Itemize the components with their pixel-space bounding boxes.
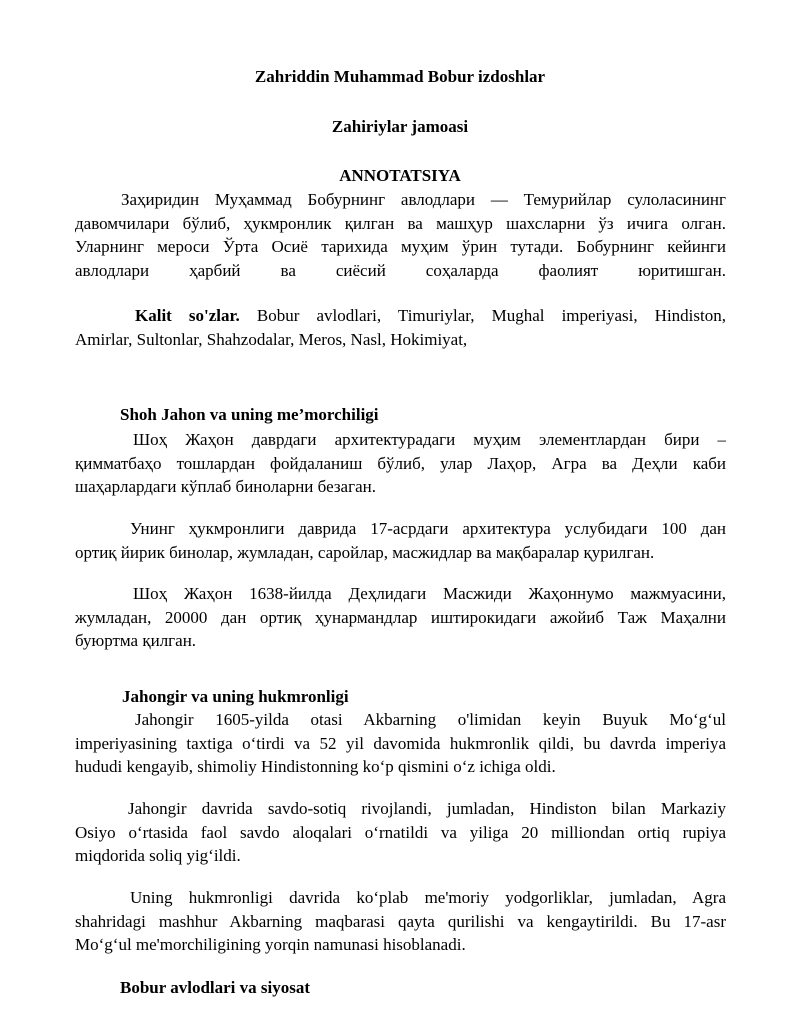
keywords-line: Amirlar, Sultonlar, Shahzodalar, Meros, Nasl, Hokimiyat, <box>75 329 468 349</box>
section-heading: Bobur avlodlari va siyosat <box>120 978 311 997</box>
paragraph-line: Uning hukmronligi davrida ko‘plab me'moriy yodgorliklar, jumladan, Agra <box>130 888 726 907</box>
annotation-line: Заҳиридин Муҳаммад Бобурнинг авлодлари — Темурийлар сулоласининг <box>121 190 726 209</box>
paragraph-line: Mo‘g‘ul me'morchiligining yorqin namunasi hisoblanadi. <box>75 935 466 954</box>
paragraph <box>75 708 726 779</box>
annotation-line: давомчилари бўлиб, ҳукмронлик қилган ва машҳур шахсларни ўз ичига олган. <box>75 213 726 233</box>
document-title: Zahriddin Muhammad Bobur izdoshlar <box>254 67 546 86</box>
keywords-paragraph <box>75 304 726 351</box>
keywords-label: Kalit so'zlar. <box>135 306 240 325</box>
paragraph <box>75 886 726 957</box>
paragraph-line: Шоҳ Жаҳон даврдаги архитектурадаги муҳим элементлардан бири – <box>133 430 726 449</box>
paragraph-line: Jahongir davrida savdo-sotiq rivojlandi, jumladan, Hindiston bilan Markaziy <box>128 799 726 818</box>
annotation-line: авлодлари ҳарбий ва сиёсий соҳаларда фаолият юритишган. <box>75 260 726 280</box>
keywords-text: Bobur avlodlari, Timuriylar, Mughal imperiyasi, Hindiston, <box>256 306 726 325</box>
paragraph-line: Jahongir 1605-yilda otasi Akbarning o'limidan keyin Buyuk Mo‘g‘ul <box>135 710 726 729</box>
paragraph-line: miqdorida soliq yig‘ildi. <box>75 846 241 865</box>
paragraph-line: буюртма қилган. <box>75 631 197 650</box>
paragraph-line: Osiyo o‘rtasida faol savdo aloqalari o‘rnatildi va yiliga 20 milliondan ortiq rupiya <box>75 822 726 842</box>
paragraph <box>75 428 726 499</box>
annotation-heading: ANNOTATSIYA <box>339 166 461 185</box>
paragraph-line: ортиқ йирик бинолар, жумладан, саройлар, масжидлар ва мақбаралар қурилган. <box>75 542 655 562</box>
paragraph-line: жумладан, 20000 дан ортиқ ҳунармандлар иштирокидаги ажойиб Таж Маҳални <box>75 607 726 627</box>
paragraph-line: Унинг ҳукмронлиги даврида 17-асрдаги архитектура услубидаги 100 дан <box>130 519 726 538</box>
keywords-line <box>75 304 726 328</box>
paragraph-line: қимматбаҳо тошлардан фойдаланиш бўлиб, улар Лаҳор, Агра ва Деҳли каби <box>75 453 726 473</box>
annotation-line: Уларнинг мероси Ўрта Осиё тарихида муҳим ўрин тутади. Бобурнинг кейинги <box>75 237 726 256</box>
section-heading: Jahongir va uning hukmronligi <box>122 687 349 706</box>
paragraph-line: imperiyasining taxtiga o‘tirdi va 52 yil davomida hukmronlik qildi, bu davrda imperiya <box>75 733 726 753</box>
paragraph-line: shahridagi mashhur Akbarning maqbarasi qayta qurilishi va kengaytirildi. Bu 17-asr <box>75 911 726 931</box>
paragraph-line: шаҳарлардаги кўплаб биноларни безаган. <box>75 477 376 496</box>
paragraph-line: Шоҳ Жаҳон 1638-йилда Деҳлидаги Масжиди Жаҳоннумо мажмуасини, <box>133 584 726 603</box>
section-heading: Shoh Jahon va uning me’morchiligi <box>120 405 379 424</box>
paragraph <box>75 517 726 564</box>
authors-line: Zahiriylar jamoasi <box>331 117 469 136</box>
paragraph <box>75 797 726 868</box>
paragraph-line: hududi kengayib, shimoliy Hindistonning ko‘p qismini o‘z ichiga oldi. <box>75 757 556 776</box>
annotation-paragraph <box>75 188 726 282</box>
paragraph <box>75 582 726 653</box>
